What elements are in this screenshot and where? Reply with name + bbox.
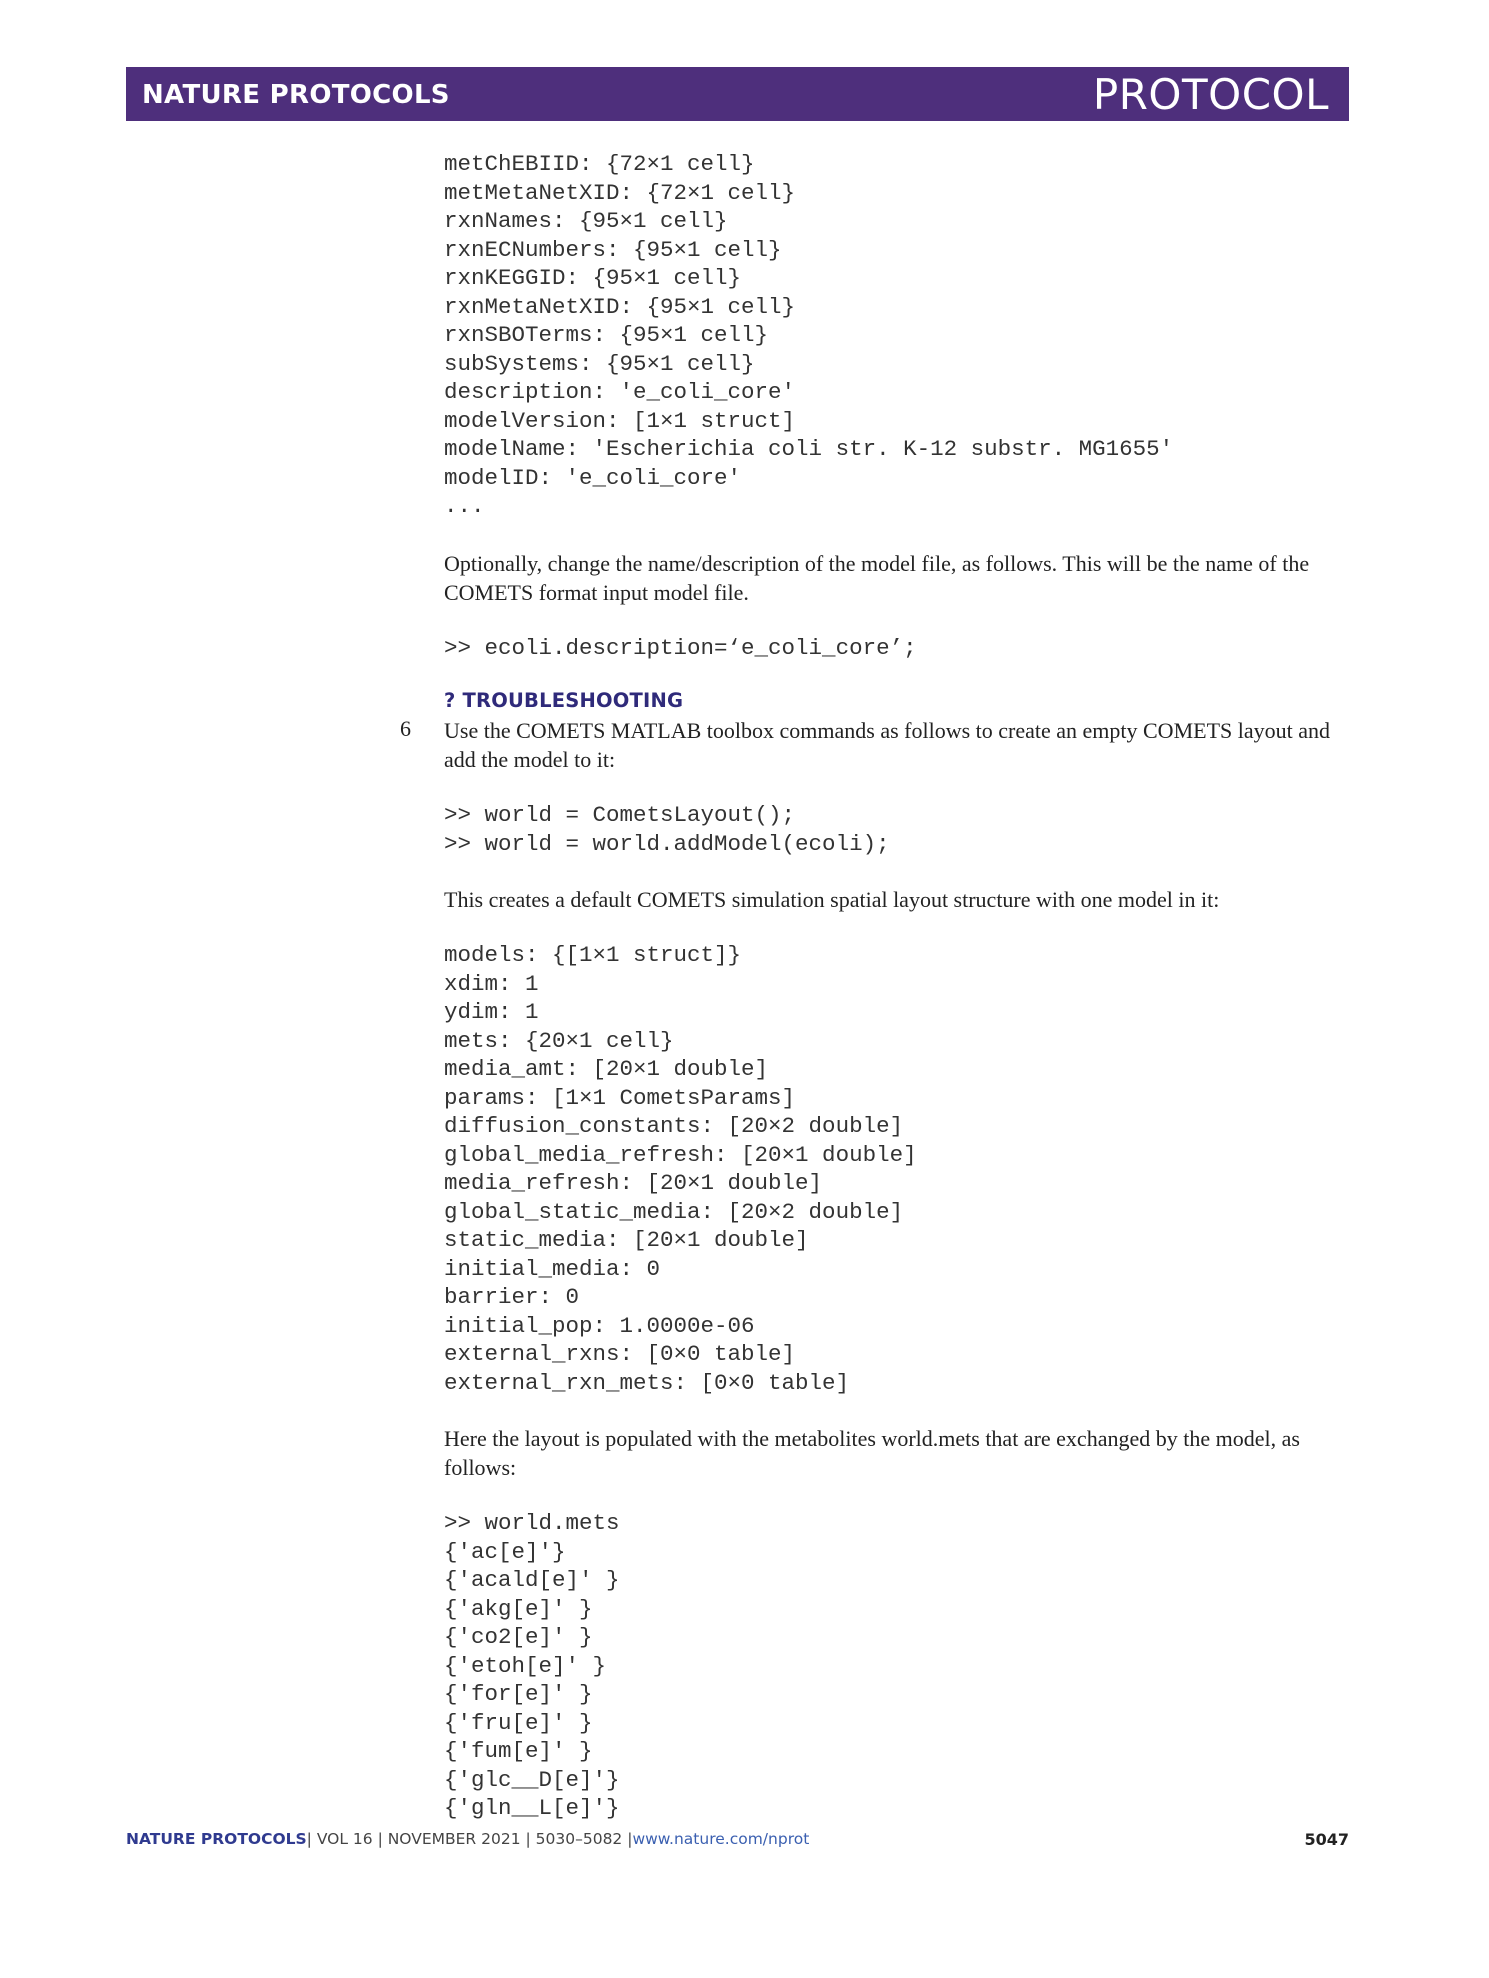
page-number: 5047 — [1304, 1830, 1349, 1849]
code-line: ... — [444, 493, 485, 519]
article-type: PROTOCOL — [1092, 70, 1329, 119]
code-line: {'etoh[e]' } — [444, 1652, 607, 1679]
code-line: global_media_refresh: [20×1 double] — [444, 1141, 917, 1168]
code-line: external_rxn_mets: [0×0 table] — [444, 1369, 850, 1396]
troubleshooting-heading — [444, 689, 1349, 716]
code-line: rxnKEGGID: {95×1 cell} — [444, 265, 742, 291]
footer — [126, 1830, 1349, 1858]
code-line: >> ecoli.description=‘e_coli_core’; — [444, 634, 917, 661]
journal-name: NATURE PROTOCOLS — [142, 80, 450, 110]
paragraph-layout: This creates a default COMETS simulation spatial layout structure with one model in it: — [444, 887, 1220, 912]
code-line: diffusion_constants: [20×2 double] — [444, 1113, 904, 1139]
code-line: {'ac[e]'} — [444, 1538, 566, 1565]
code-line: rxnECNumbers: {95×1 cell} — [444, 236, 782, 263]
step-6 — [400, 716, 1349, 774]
code-line: models: {[1×1 struct]} — [444, 942, 742, 968]
code-description — [444, 634, 1349, 663]
code-line: {'akg[e]' } — [444, 1595, 593, 1622]
code-line: mets: {20×1 cell} — [444, 1027, 674, 1054]
code-line: metChEBIID: {72×1 cell} — [444, 151, 755, 177]
code-line: {'acald[e]' } — [444, 1567, 620, 1593]
step-6-text: Use the COMETS MATLAB toolbox commands as follows to create an empty COMETS layout and add the model to it: — [444, 718, 1330, 772]
header-bar — [126, 67, 1349, 121]
code-line: xdim: 1 — [444, 970, 539, 997]
code-line: barrier: 0 — [444, 1284, 580, 1310]
code-line: initial_media: 0 — [444, 1255, 661, 1282]
code-line: ydim: 1 — [444, 999, 539, 1025]
step-number: 6 — [400, 716, 411, 741]
footer-url-link[interactable]: www.nature.com/nprot — [632, 1830, 810, 1848]
code-line: >> world = CometsLayout(); — [444, 802, 796, 828]
code-line: initial_pop: 1.0000e-06 — [444, 1312, 755, 1339]
code-line: {'fru[e]' } — [444, 1709, 593, 1736]
main-content — [400, 150, 1349, 1823]
code-line: modelID: 'e_coli_core' — [444, 464, 742, 491]
code-line: {'glc__D[e]'} — [444, 1766, 620, 1793]
footer-volume-info: | VOL 16 | NOVEMBER 2021 | 5030–5082 | — [306, 1830, 633, 1848]
code-line: {'for[e]' } — [444, 1681, 593, 1707]
paragraph-mets: Here the layout is populated with the metabolites world.mets that are exchanged by the model, as follows: — [444, 1426, 1300, 1480]
code-line: params: [1×1 CometsParams] — [444, 1084, 796, 1111]
code-line: modelName: 'Escherichia coli str. K-12 substr. MG1655' — [444, 436, 1174, 462]
code-line: {'gln__L[e]'} — [444, 1795, 620, 1821]
code-line: rxnNames: {95×1 cell} — [444, 208, 728, 234]
code-line: description: 'e_coli_core' — [444, 379, 796, 405]
code-line: {'fum[e]' } — [444, 1738, 593, 1764]
code-line: static_media: [20×1 double] — [444, 1227, 809, 1253]
code-line: rxnMetaNetXID: {95×1 cell} — [444, 293, 796, 320]
code-line: global_static_media: [20×2 double] — [444, 1198, 904, 1225]
code-line: external_rxns: [0×0 table] — [444, 1341, 796, 1367]
troubleshooting-link[interactable]: ? TROUBLESHOOTING — [444, 689, 684, 712]
footer-journal: NATURE PROTOCOLS — [126, 1830, 307, 1848]
code-line: {'co2[e]' } — [444, 1624, 593, 1650]
code-line: metMetaNetXID: {72×1 cell} — [444, 179, 796, 206]
code-line: media_refresh: [20×1 double] — [444, 1170, 823, 1196]
footer-citation — [126, 1830, 809, 1848]
code-line: media_amt: [20×1 double] — [444, 1056, 769, 1082]
code-line: >> world = world.addModel(ecoli); — [444, 830, 890, 857]
paragraph-rename: Optionally, change the name/description of the model file, as follows. This will be the name of the COMETS format input model file. — [444, 550, 1310, 605]
code-line: rxnSBOTerms: {95×1 cell} — [444, 322, 769, 348]
code-line: >> world.mets — [444, 1510, 620, 1536]
code-line: modelVersion: [1×1 struct] — [444, 407, 796, 434]
code-line: subSystems: {95×1 cell} — [444, 350, 755, 377]
code-mets — [444, 1509, 1349, 1823]
code-layout-fields — [444, 941, 1349, 1397]
code-model-fields — [444, 150, 1349, 521]
code-layout-commands — [444, 801, 1349, 858]
